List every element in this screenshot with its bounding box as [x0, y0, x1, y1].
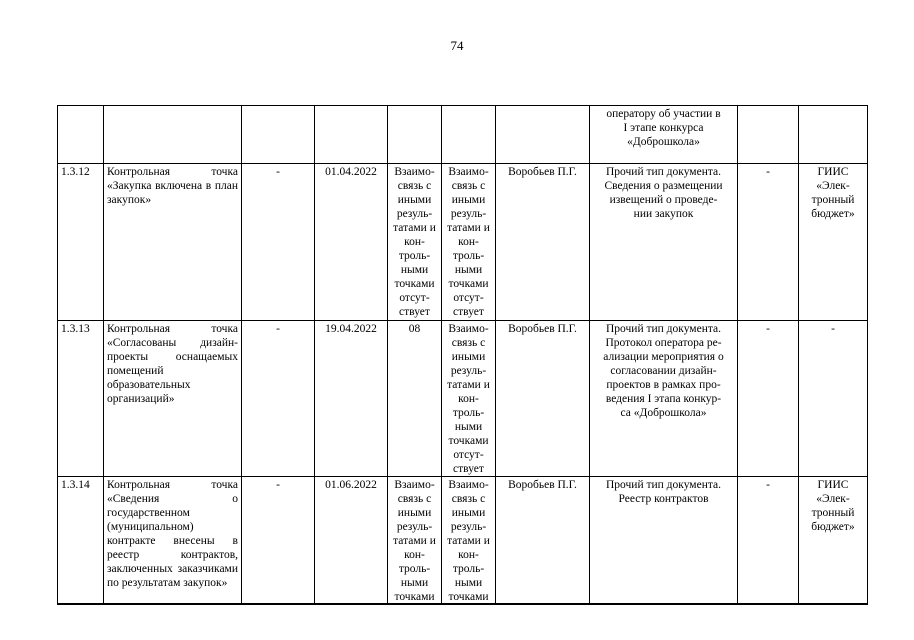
row-successor-cell-line: отсут-	[453, 292, 484, 304]
carryover-id-cell	[58, 106, 104, 164]
carryover-succ-cell	[442, 106, 496, 164]
row-system-cell	[799, 321, 868, 477]
row-start-cell: -	[242, 321, 315, 477]
row-result-cell-line: нии закупок	[633, 208, 694, 220]
row-result-cell-line: проектов в рамках про-	[606, 379, 721, 391]
row-result-cell-line: Сведения о размещении	[604, 180, 723, 192]
control-points-table	[57, 105, 868, 605]
row-level-cell: -	[738, 477, 799, 605]
row-successor-cell-line: Взаимо-	[448, 166, 489, 178]
row-predecessor-cell-line: татами и	[393, 222, 436, 234]
row-successor-cell-line: татами и	[447, 379, 490, 391]
row-predecessor-cell-line: 08	[408, 323, 421, 335]
row-end-date-cell: 01.04.2022	[315, 164, 388, 321]
row-successor-cell-line: ными	[454, 421, 483, 433]
row-successor-cell	[442, 477, 496, 605]
row-name-cell: Контрольная точка «Согласованы дизайн-проекты оснащаемых помещений образовательных организаций»	[104, 321, 242, 477]
row-successor-cell-line: кон-	[458, 236, 479, 248]
row-result-cell-line: Протокол оператора ре-	[605, 337, 722, 349]
row-system-cell-line: ГИИС	[817, 166, 849, 178]
row-system-cell-line: тронный	[811, 507, 855, 519]
row-result-cell-line: Прочий тип документа.	[606, 323, 721, 335]
row-predecessor-cell-line: татами и	[393, 535, 436, 547]
row-successor-cell-line: троль-	[452, 563, 485, 575]
carryover-level-cell	[738, 106, 799, 164]
row-predecessor-cell-line: ными	[400, 577, 429, 589]
row-id-cell: 1.3.12	[58, 164, 104, 321]
table-row	[58, 321, 868, 477]
row-successor-cell	[442, 321, 496, 477]
row-system-cell-line: тронный	[811, 194, 855, 206]
row-successor-cell-line: связь с	[451, 180, 486, 192]
carryover-pred-cell	[388, 106, 442, 164]
row-result-cell-line: Прочий тип документа.	[606, 166, 721, 178]
row-responsible-cell: Воробьев П.Г.	[496, 321, 590, 477]
carryover-end-cell	[315, 106, 388, 164]
row-result-cell	[590, 321, 738, 477]
row-predecessor-cell-line: иными	[397, 194, 432, 206]
carryover-row	[58, 106, 868, 164]
carryover-responsible-cell	[496, 106, 590, 164]
row-successor-cell-line: Взаимо-	[448, 323, 489, 335]
row-successor-cell-line: троль-	[452, 407, 485, 419]
row-predecessor-cell-line: троль-	[398, 563, 431, 575]
row-successor-cell-line: точками	[448, 435, 489, 447]
row-responsible-cell: Воробьев П.Г.	[496, 164, 590, 321]
row-name-cell: Контрольная точка «Сведения о государственном (муниципальном) контракте внесены в реестр контрактов, заключенных заказчиками по результатам закупок»	[104, 477, 242, 605]
row-successor-cell	[442, 164, 496, 321]
row-id-cell: 1.3.13	[58, 321, 104, 477]
row-predecessor-cell	[388, 477, 442, 605]
row-successor-cell-line: кон-	[458, 549, 479, 561]
carryover-result-cell	[590, 106, 738, 164]
carryover-name-cell	[104, 106, 242, 164]
row-system-cell-line: «Элек-	[816, 493, 850, 505]
row-result-cell	[590, 477, 738, 605]
row-predecessor-cell-line: Взаимо-	[394, 479, 435, 491]
row-system-cell-line: «Элек-	[816, 180, 850, 192]
row-predecessor-cell-line: кон-	[404, 549, 425, 561]
row-result-cell-line: ализации мероприятия о	[603, 351, 724, 363]
row-predecessor-cell-line: троль-	[398, 250, 431, 262]
row-predecessor-cell	[388, 164, 442, 321]
row-predecessor-cell-line: точками	[394, 278, 435, 290]
row-result-cell	[590, 164, 738, 321]
carryover-start-cell	[242, 106, 315, 164]
row-successor-cell-line: татами и	[447, 535, 490, 547]
row-end-date-cell: 19.04.2022	[315, 321, 388, 477]
row-successor-cell-line: точками	[448, 278, 489, 290]
row-successor-cell-line: татами и	[447, 222, 490, 234]
row-predecessor-cell-line: связь с	[397, 493, 432, 505]
row-id-cell: 1.3.14	[58, 477, 104, 605]
row-predecessor-cell-line: ствует	[399, 306, 430, 318]
row-successor-cell-line: Взаимо-	[448, 479, 489, 491]
row-successor-cell-line: отсут-	[453, 449, 484, 461]
carryover-system-cell	[799, 106, 868, 164]
table-bottom-border	[57, 603, 867, 604]
row-successor-cell-line: ными	[454, 264, 483, 276]
row-result-cell-line: Реестр контрактов	[618, 493, 709, 505]
row-predecessor-cell-line: резуль-	[396, 208, 433, 220]
row-system-cell-line: бюджет»	[811, 208, 855, 220]
row-name-cell: Контрольная точка «Закупка включена в план закупок»	[104, 164, 242, 321]
row-successor-cell-line: резуль-	[450, 365, 487, 377]
carryover-result-line: I этапе конкурса	[623, 122, 704, 134]
row-successor-cell-line: ствует	[453, 463, 484, 475]
row-start-cell: -	[242, 477, 315, 605]
carryover-result-line: оператору об участии в	[606, 108, 721, 120]
row-system-cell	[799, 477, 868, 605]
table-row	[58, 164, 868, 321]
row-result-cell-line: Прочий тип документа.	[606, 479, 721, 491]
row-successor-cell-line: троль-	[452, 250, 485, 262]
row-system-cell	[799, 164, 868, 321]
row-successor-cell-line: ными	[454, 577, 483, 589]
row-predecessor-cell	[388, 321, 442, 477]
row-successor-cell-line: резуль-	[450, 521, 487, 533]
row-successor-cell-line: иными	[451, 351, 486, 363]
carryover-result-line: «Доброшкола»	[627, 136, 700, 148]
row-system-cell-line: -	[831, 323, 835, 335]
row-predecessor-cell-line: связь с	[397, 180, 432, 192]
row-predecessor-cell-line: иными	[397, 507, 432, 519]
row-predecessor-cell-line: ными	[400, 264, 429, 276]
row-predecessor-cell-line: кон-	[404, 236, 425, 248]
row-predecessor-cell-line: точками	[394, 591, 435, 603]
row-level-cell: -	[738, 164, 799, 321]
row-start-cell: -	[242, 164, 315, 321]
row-successor-cell-line: резуль-	[450, 208, 487, 220]
row-result-cell-line: извещений о проведе-	[609, 194, 718, 206]
row-successor-cell-line: ствует	[453, 306, 484, 318]
row-successor-cell-line: связь с	[451, 337, 486, 349]
row-result-cell-line: са «Доброшкола»	[620, 407, 707, 419]
row-successor-cell-line: иными	[451, 507, 486, 519]
row-level-cell: -	[738, 321, 799, 477]
row-system-cell-line: бюджет»	[811, 521, 855, 533]
row-result-cell-line: ведения I этапа конкур-	[605, 393, 722, 405]
page-number: 74	[450, 38, 464, 53]
row-successor-cell-line: кон-	[458, 393, 479, 405]
row-successor-cell-line: точками	[448, 591, 489, 603]
row-responsible-cell: Воробьев П.Г.	[496, 477, 590, 605]
row-system-cell-line: ГИИС	[817, 479, 849, 491]
row-end-date-cell: 01.06.2022	[315, 477, 388, 605]
row-predecessor-cell-line: отсут-	[399, 292, 430, 304]
row-predecessor-cell-line: Взаимо-	[394, 166, 435, 178]
row-predecessor-cell-line: резуль-	[396, 521, 433, 533]
row-result-cell-line: согласовании дизайн-	[610, 365, 717, 377]
table-row	[58, 477, 868, 605]
row-successor-cell-line: иными	[451, 194, 486, 206]
row-successor-cell-line: связь с	[451, 493, 486, 505]
